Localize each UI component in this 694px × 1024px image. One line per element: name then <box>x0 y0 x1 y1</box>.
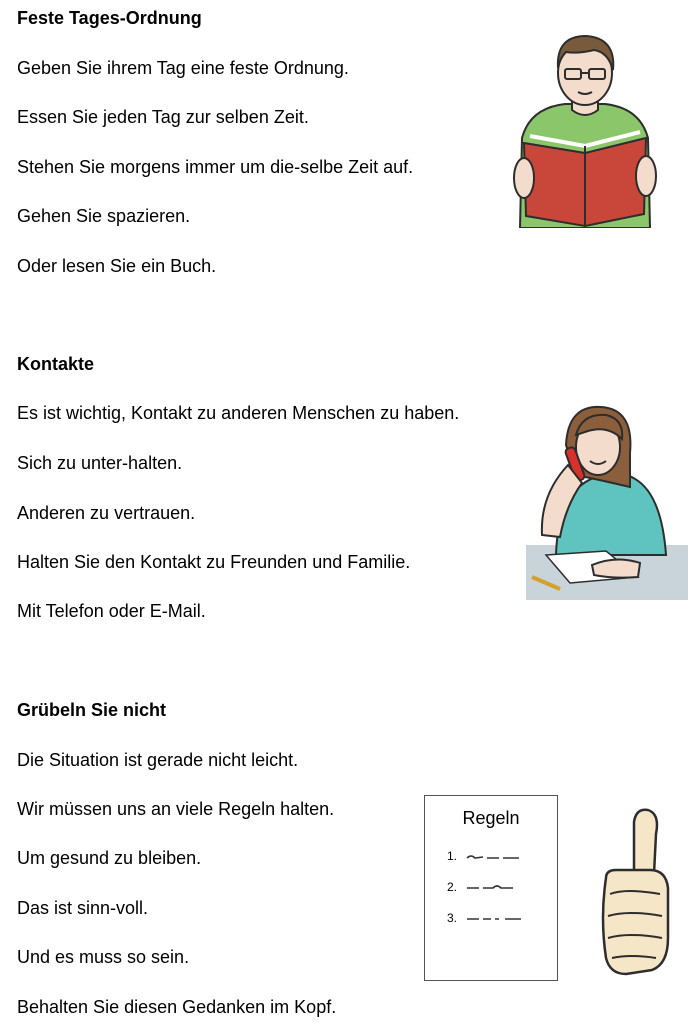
text-line: Mit Telefon oder E-Mail. <box>17 601 206 621</box>
rules-list-icon <box>424 795 558 981</box>
section-heading-dont-brood: Grübeln Sie nicht <box>17 700 167 720</box>
section-heading-daily-routine: Feste Tages-Ordnung <box>17 8 202 28</box>
text-line: Um gesund zu bleiben. <box>17 848 202 868</box>
text-line: Sich zu unter-halten. <box>17 453 183 473</box>
text-line: Stehen Sie morgens immer um die-selbe Zeit auf. <box>17 157 414 177</box>
section-heading-contacts: Kontakte <box>17 354 95 374</box>
man-reading-book-icon <box>510 28 660 228</box>
text-line: Es ist wichtig, Kontakt zu anderen Menschen zu haben. <box>17 403 460 423</box>
rules-card-title: Regeln <box>462 808 520 828</box>
thumbs-up-icon <box>596 808 672 978</box>
rules-item-number: 2. <box>447 880 458 894</box>
text-line: Die Situation ist gerade nicht leicht. <box>17 750 299 770</box>
text-line: Gehen Sie spazieren. <box>17 206 191 226</box>
text-line: Halten Sie den Kontakt zu Freunden und Familie. <box>17 552 411 572</box>
rules-item-number: 3. <box>447 911 458 925</box>
woman-on-phone-icon <box>526 405 688 600</box>
text-line: Essen Sie jeden Tag zur selben Zeit. <box>17 107 309 127</box>
text-line: Wir müssen uns an viele Regeln halten. <box>17 799 335 819</box>
rules-item-number: 1. <box>447 849 458 863</box>
text-line: Oder lesen Sie ein Buch. <box>17 256 217 276</box>
text-line: Geben Sie ihrem Tag eine feste Ordnung. <box>17 58 349 78</box>
rules-scribbles <box>465 848 535 928</box>
text-line: Das ist sinn-voll. <box>17 898 149 918</box>
text-line: Und es muss so sein. <box>17 947 190 967</box>
text-line: Anderen zu vertrauen. <box>17 503 196 523</box>
text-line: Behalten Sie diesen Gedanken im Kopf. <box>17 997 337 1017</box>
